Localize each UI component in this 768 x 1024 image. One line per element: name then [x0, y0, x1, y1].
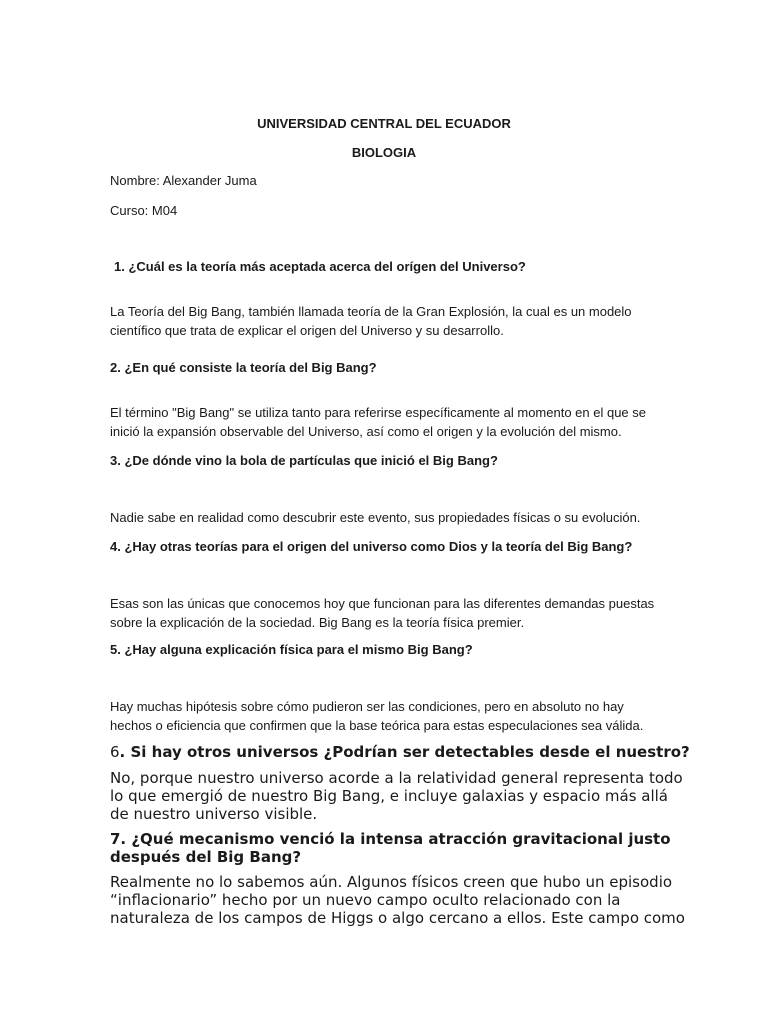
- answer-7-line-2: “inflacionario” hecho por un nuevo campo oculto relacionado con la: [110, 891, 621, 909]
- question-1: 1. ¿Cuál es la teoría más aceptada acerca del orígen del Universo?: [114, 259, 526, 274]
- student-name: Nombre: Alexander Juma: [110, 173, 257, 188]
- answer-4-line-2: sobre la explicación de la sociedad. Big Bang es la teoría física premier.: [110, 615, 525, 630]
- course-label: Curso: M04: [110, 203, 178, 218]
- answer-6-line-3: de nuestro universo visible.: [110, 805, 318, 823]
- question-6-number: 6: [110, 743, 120, 761]
- answer-5-line-2: hechos o eficiencia que confirmen que la base teórica para estas especulaciones sea válida.: [110, 718, 644, 733]
- university-title: UNIVERSIDAD CENTRAL DEL ECUADOR: [257, 116, 511, 131]
- answer-5-line-1: Hay muchas hipótesis sobre cómo pudieron ser las condiciones, pero en absoluto no hay: [110, 699, 624, 714]
- answer-7-line-3: naturaleza de los campos de Higgs o algo cercano a ellos. Este campo como: [110, 909, 685, 927]
- question-2: 2. ¿En qué consiste la teoría del Big Bang?: [110, 360, 377, 375]
- answer-3-line-1: Nadie sabe en realidad como descubrir este evento, sus propiedades físicas o su evolución.: [110, 510, 641, 525]
- question-7-line-2: después del Big Bang?: [110, 848, 302, 866]
- question-3: 3. ¿De dónde vino la bola de partículas que inició el Big Bang?: [110, 453, 498, 468]
- answer-6-line-1: No, porque nuestro universo acorde a la relatividad general representa todo: [110, 769, 683, 787]
- answer-2-line-1: El término "Big Bang" se utiliza tanto para referirse específicamente al momento en el que se: [110, 405, 647, 420]
- question-4: 4. ¿Hay otras teorías para el origen del universo como Dios y la teoría del Big Bang?: [110, 539, 633, 554]
- subject-title: BIOLOGIA: [351, 145, 417, 160]
- answer-6-line-2: lo que emergió de nuestro Big Bang, e incluye galaxias y espacio más allá: [110, 787, 669, 805]
- question-5: 5. ¿Hay alguna explicación física para el mismo Big Bang?: [110, 642, 473, 657]
- question-7-line-1: 7. ¿Qué mecanismo venció la intensa atracción gravitacional justo: [110, 830, 671, 848]
- answer-4-line-1: Esas son las únicas que conocemos hoy que funcionan para las diferentes demandas puestas: [110, 596, 655, 611]
- question-6: [110, 743, 690, 762]
- answer-1-line-2: científico que trata de explicar el origen del Universo y su desarrollo.: [110, 323, 504, 338]
- question-6-text: . Si hay otros universos ¿Podrían ser detectables desde el nuestro?: [119, 743, 690, 761]
- answer-7-line-1: Realmente no lo sabemos aún. Algunos físicos creen que hubo un episodio: [110, 873, 673, 891]
- answer-2-line-2: inició la expansión observable del Universo, así como el origen y la evolución del mismo.: [110, 424, 622, 439]
- answer-1-line-1: La Teoría del Big Bang, también llamada teoría de la Gran Explosión, la cual es un modelo: [110, 304, 632, 319]
